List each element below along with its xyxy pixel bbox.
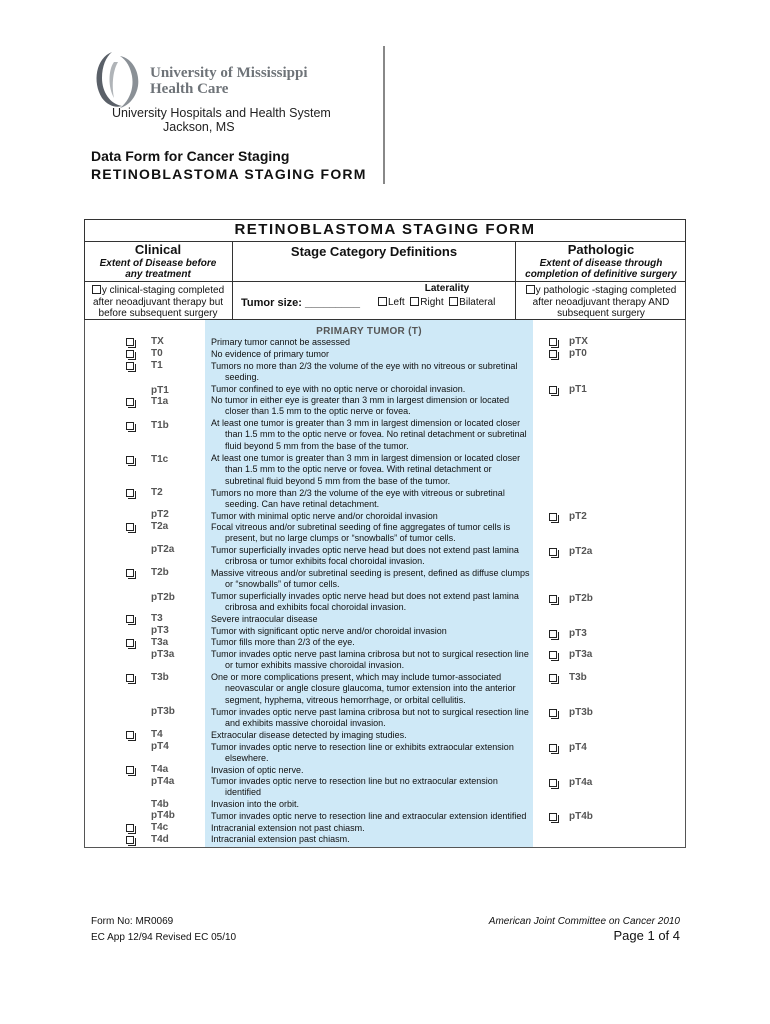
clinical-category-label: pT4a	[151, 776, 175, 787]
pathologic-category-label: pT1	[569, 384, 587, 395]
category-definition: Tumor invades optic nerve past lamina cribrosa but not to surgical resection line and exhibits massive choroidal invasion.	[211, 707, 529, 729]
clinical-category-checkbox[interactable]	[126, 398, 134, 406]
clinical-category-checkbox[interactable]	[126, 639, 134, 647]
clinical-category-checkbox[interactable]	[126, 338, 134, 346]
clinical-y-text: after neoadjuvant therapy but	[92, 296, 224, 308]
clinical-category-label: pT3a	[151, 649, 175, 660]
clinical-category-checkbox[interactable]	[126, 362, 134, 370]
clinical-category-label: T4d	[151, 834, 169, 845]
clinical-category-label: T4b	[151, 799, 169, 810]
y-clinical-checkbox[interactable]	[92, 285, 101, 294]
laterality-bilateral-checkbox[interactable]	[449, 297, 458, 306]
laterality-right-checkbox[interactable]	[410, 297, 419, 306]
clinical-category-checkbox[interactable]	[126, 350, 134, 358]
clinical-y-text: before subsequent surgery	[98, 308, 218, 319]
primary-tumor-heading: PRIMARY TUMOR (T)	[316, 326, 422, 337]
clinical-category-label: T3	[151, 613, 163, 624]
pathologic-category-label: pT4b	[569, 811, 593, 822]
category-definition: No tumor in either eye is greater than 3 mm in largest dimension or located closer than 1.5 mm to the optic nerve or fovea.	[211, 395, 510, 417]
clinical-category-checkbox[interactable]	[126, 766, 134, 774]
clinical-category-label: T2b	[151, 567, 169, 578]
laterality-right-label: Right	[420, 297, 444, 308]
pathologic-category-checkbox[interactable]	[549, 386, 557, 394]
category-definition: Tumor invades optic nerve to resection line but no extraocular extension identified	[211, 776, 498, 798]
category-definition: Tumor invades optic nerve to resection line and extraocular extension identified	[211, 811, 527, 821]
ajcc-reference: American Joint Committee on Cancer 2010	[488, 916, 680, 927]
category-definition: Intracranial extension not past chiasm.	[211, 823, 365, 833]
pathologic-y-staging	[516, 285, 686, 320]
page-number: Page 1 of 4	[613, 928, 680, 943]
category-definition: Massive vitreous and/or subretinal seeding is present, defined as diffuse clumps or “snowballs” of tumor cells.	[211, 568, 530, 590]
laterality-label: Laterality	[424, 283, 470, 294]
clinical-category-label: pT3b	[151, 706, 175, 717]
org-name-line2: Health Care	[150, 81, 229, 97]
pathologic-category-checkbox[interactable]	[549, 709, 557, 717]
category-definition: Tumor with minimal optic nerve and/or choroidal invasion	[211, 511, 438, 521]
table-title: RETINOBLASTOMA STAGING FORM	[234, 221, 536, 238]
clinical-column-header	[84, 243, 232, 281]
form-revision: EC App 12/94 Revised EC 05/10	[91, 932, 237, 943]
pathologic-category-label: pT3b	[569, 707, 593, 718]
clinical-category-label: T1a	[151, 396, 169, 407]
clinical-category-label: TX	[151, 336, 164, 347]
pathologic-sub: Extent of disease through	[539, 257, 663, 269]
pathologic-y-text: y pathologic -staging completed	[535, 285, 677, 296]
divider	[84, 281, 686, 282]
clinical-category-label: T0	[151, 348, 163, 359]
org-subtitle: University Hospitals and Health System	[112, 106, 331, 120]
form-title: Data Form for Cancer Staging	[91, 148, 290, 164]
category-definition: Invasion into the orbit.	[211, 799, 300, 809]
clinical-category-checkbox[interactable]	[126, 456, 134, 464]
clinical-category-label: T3b	[151, 672, 169, 683]
category-definition: Tumors no more than 2/3 the volume of the eye with no vitreous or subretinal seeding.	[211, 361, 518, 383]
category-definition: Extraocular disease detected by imaging studies.	[211, 730, 407, 740]
pathologic-column-header	[516, 243, 686, 281]
form-number: Form No: MR0069	[91, 916, 174, 927]
clinical-category-checkbox[interactable]	[126, 731, 134, 739]
pathologic-category-label: pT2b	[569, 593, 593, 604]
category-definition: Focal vitreous and/or subretinal seeding of fine aggregates of tumor cells is present, but no large clumps or “snowballs” of tumor cells.	[211, 522, 511, 544]
university-logo-icon	[90, 48, 146, 114]
clinical-category-label: T2a	[151, 521, 169, 532]
category-definition: Tumor invades optic nerve past lamina cribrosa but not to surgical resection line or tumor exhibits massive choroidal invasion.	[211, 649, 529, 671]
pathologic-category-checkbox[interactable]	[549, 548, 557, 556]
header-divider	[383, 46, 385, 184]
pathologic-category-checkbox[interactable]	[549, 338, 557, 346]
clinical-category-checkbox[interactable]	[126, 523, 134, 531]
category-definition: Tumor confined to eye with no optic nerve or choroidal invasion.	[211, 384, 466, 394]
category-definition: Invasion of optic nerve.	[211, 765, 304, 775]
category-definition: Primary tumor cannot be assessed	[211, 337, 351, 347]
clinical-category-label: T2	[151, 487, 163, 498]
laterality-left-label: Left	[388, 297, 405, 308]
clinical-category-label: T4a	[151, 764, 169, 775]
clinical-category-label: T4	[151, 729, 163, 740]
org-name-line1: University of Mississippi	[150, 65, 308, 81]
pathologic-category-label: pTX	[569, 336, 588, 347]
clinical-category-label: T4c	[151, 822, 169, 833]
clinical-category-label: pT4	[151, 741, 169, 752]
category-definition: Tumor with significant optic nerve and/or choroidal invasion	[211, 626, 447, 636]
clinical-category-label: pT3	[151, 625, 169, 636]
category-definition: One or more complications present, which may include tumor-associated neovascular or angle closure glaucoma, tumor extension into the anterior segment, hyphema, vitreous hemorrhage, or orbital cellulitis.	[211, 672, 516, 705]
clinical-category-label: pT2	[151, 509, 169, 520]
clinical-category-label: pT4b	[151, 810, 175, 821]
tumor-size-field[interactable]: Tumor size: _________	[241, 297, 361, 309]
org-location: Jackson, MS	[163, 120, 235, 134]
clinical-category-checkbox[interactable]	[126, 615, 134, 623]
clinical-category-checkbox[interactable]	[126, 836, 134, 844]
pathologic-y-text: subsequent surgery	[557, 308, 645, 319]
category-definition: Tumor superficially invades optic nerve head but does not extend past lamina cribrosa and exhibits focal choroidal invasion.	[211, 591, 519, 613]
pathologic-category-checkbox[interactable]	[549, 744, 557, 752]
pathologic-label: Pathologic	[567, 242, 635, 257]
pathologic-category-label: pT3	[569, 628, 587, 639]
pathologic-category-label: pT0	[569, 348, 587, 359]
category-definition: Tumor superficially invades optic nerve head but does not extend past lamina cribrosa or tumor exhibits focal choroidal invasion.	[211, 545, 519, 567]
category-definition: Tumor invades optic nerve to resection line or exhibits extraocular extension elsewhere.	[211, 742, 514, 764]
laterality-left-checkbox[interactable]	[378, 297, 387, 306]
category-definition: Severe intraocular disease	[211, 614, 318, 624]
category-definition: Tumor fills more than 2/3 of the eye.	[211, 637, 355, 647]
pathologic-category-checkbox[interactable]	[549, 350, 557, 358]
clinical-category-label: T3a	[151, 637, 169, 648]
clinical-sub: Extent of Disease before	[99, 257, 217, 269]
clinical-category-label: T1c	[151, 454, 169, 465]
pathologic-y-text: after neoadjuvant therapy AND	[532, 296, 670, 308]
pathologic-sub: completion of definitive surgery	[525, 269, 677, 281]
pathologic-category-checkbox[interactable]	[549, 674, 557, 682]
pathologic-category-checkbox[interactable]	[549, 595, 557, 603]
pathologic-category-label: T3b	[569, 672, 587, 683]
pathologic-category-checkbox[interactable]	[549, 630, 557, 638]
stage-category-label: Stage Category Definitions	[290, 244, 458, 259]
y-pathologic-checkbox[interactable]	[526, 285, 535, 294]
laterality-options	[378, 297, 495, 308]
clinical-category-label: T1b	[151, 420, 169, 431]
clinical-category-checkbox[interactable]	[126, 569, 134, 577]
pathologic-category-label: pT3a	[569, 649, 593, 660]
pathologic-category-checkbox[interactable]	[549, 513, 557, 521]
pathologic-category-checkbox[interactable]	[549, 813, 557, 821]
clinical-label: Clinical	[134, 242, 182, 257]
pathologic-category-checkbox[interactable]	[549, 651, 557, 659]
category-definition: No evidence of primary tumor	[211, 349, 330, 359]
pathologic-category-label: pT2	[569, 511, 587, 522]
clinical-category-checkbox[interactable]	[126, 824, 134, 832]
pathologic-category-label: pT4a	[569, 777, 593, 788]
clinical-category-label: pT2a	[151, 544, 175, 555]
clinical-category-checkbox[interactable]	[126, 489, 134, 497]
clinical-category-label: pT1	[151, 385, 169, 396]
clinical-category-checkbox[interactable]	[126, 422, 134, 430]
laterality-bilateral-label: Bilateral	[459, 297, 496, 308]
form-subtitle: RETINOBLASTOMA STAGING FORM	[91, 166, 367, 182]
pathologic-category-label: pT4	[569, 742, 587, 753]
clinical-category-checkbox[interactable]	[126, 674, 134, 682]
pathologic-category-label: pT2a	[569, 546, 593, 557]
clinical-y-staging	[84, 285, 232, 320]
category-definition: Tumors no more than 2/3 the volume of the eye with vitreous or subretinal seeding. Can have retinal detachment.	[211, 488, 505, 510]
category-definition: At least one tumor is greater than 3 mm in largest dimension or located closer than 1.5 mm to the optic nerve or fovea. No retinal detachment or subretinal fluid beyond 5 mm from the base of the tumor.	[211, 418, 527, 451]
clinical-y-text: y clinical-staging completed	[101, 285, 225, 296]
clinical-category-label: T1	[151, 360, 163, 371]
pathologic-category-checkbox[interactable]	[549, 779, 557, 787]
category-definition: Intracranial extension past chiasm.	[211, 834, 350, 844]
category-definition: At least one tumor is greater than 3 mm in largest dimension or located closer than 1.5 mm to the optic nerve or fovea. With retinal detachment or subretinal fluid beyond 5 mm from the base of the tumor.	[211, 453, 521, 486]
clinical-category-label: pT2b	[151, 592, 175, 603]
clinical-sub: any treatment	[125, 269, 191, 281]
